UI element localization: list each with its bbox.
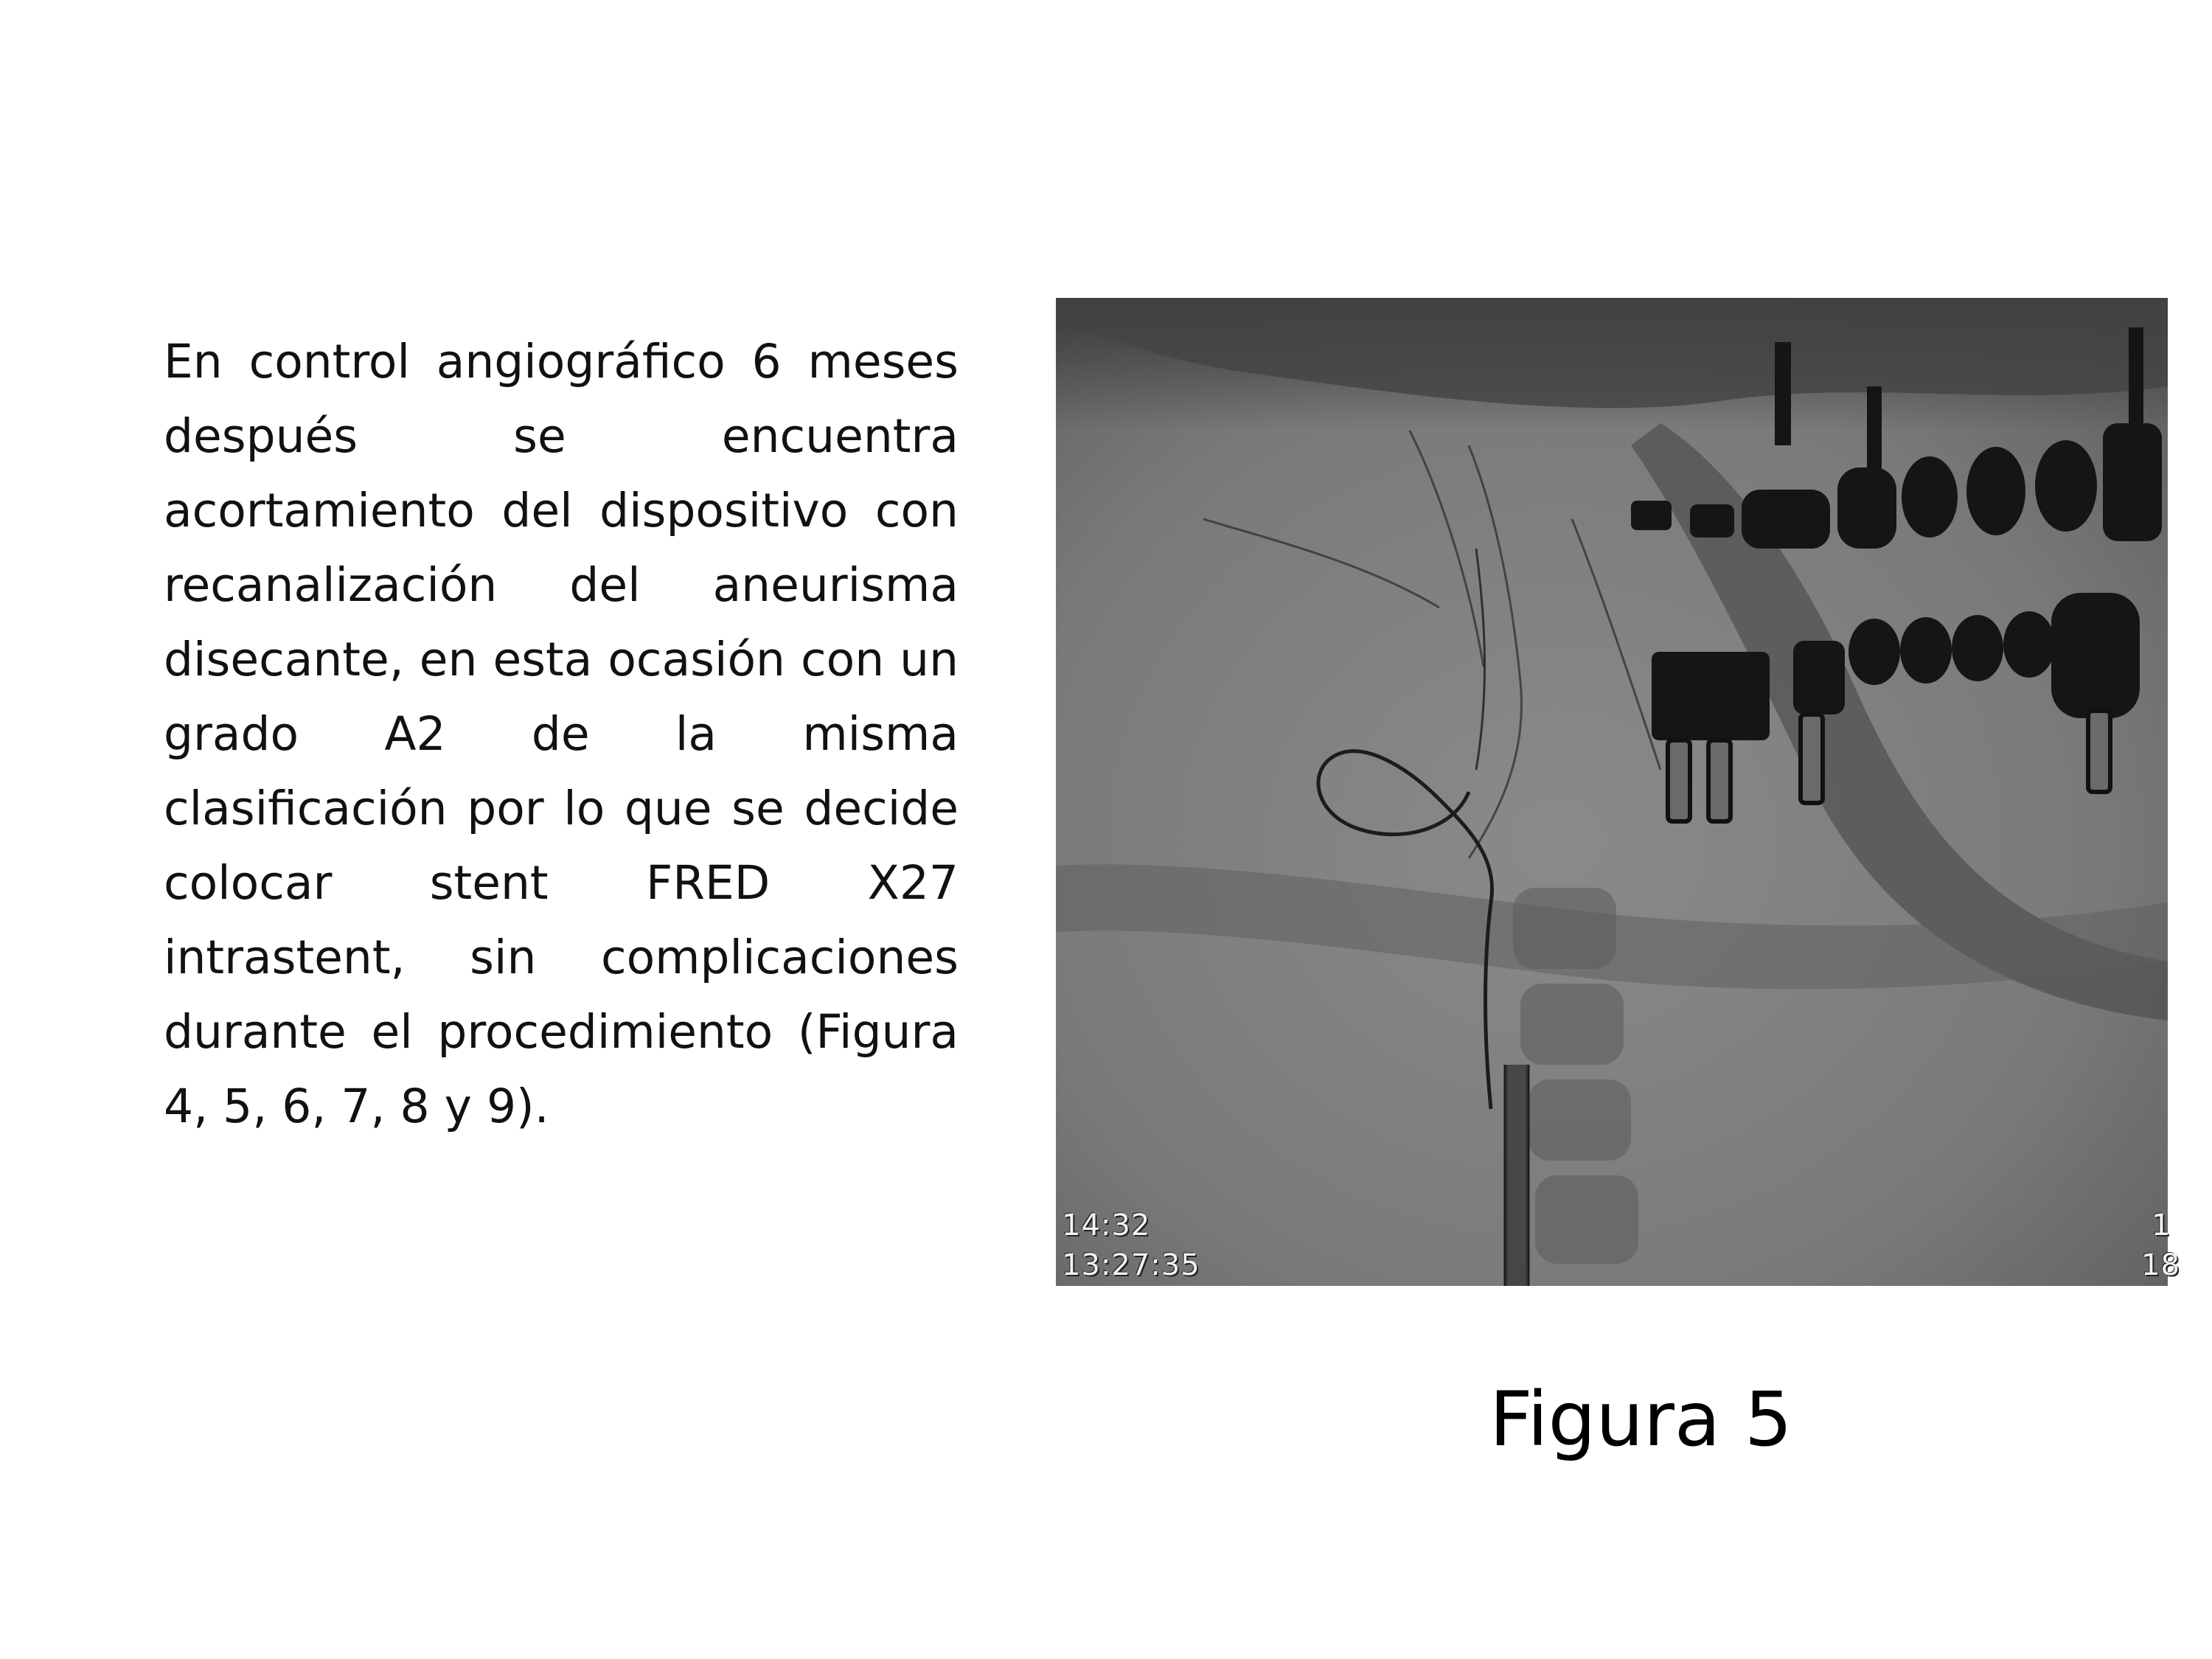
angiography-graphic	[1056, 298, 2180, 1286]
body-paragraph: En control angiográfico 6 meses después se encuentra acortamiento del dispositivo con recanalización del aneurisma disecante, en esta ocasión con un grado A2 de la misma clasificación por lo que se decide colocar stent FRED X27 intrastent, sin complicaciones durante el procedimiento (Figura 4, 5, 6, 7, 8 y 9).	[164, 335, 959, 1133]
right-overlay-bottom: 18	[2141, 1248, 2180, 1282]
right-overlay-top: 1	[2152, 1208, 2171, 1242]
clock-overlay: 13:27:35	[1062, 1248, 1200, 1282]
timer-overlay: 14:32	[1062, 1208, 1151, 1242]
figure-caption: Figura 5	[1489, 1376, 1792, 1464]
angiography-image	[1056, 298, 2180, 1286]
